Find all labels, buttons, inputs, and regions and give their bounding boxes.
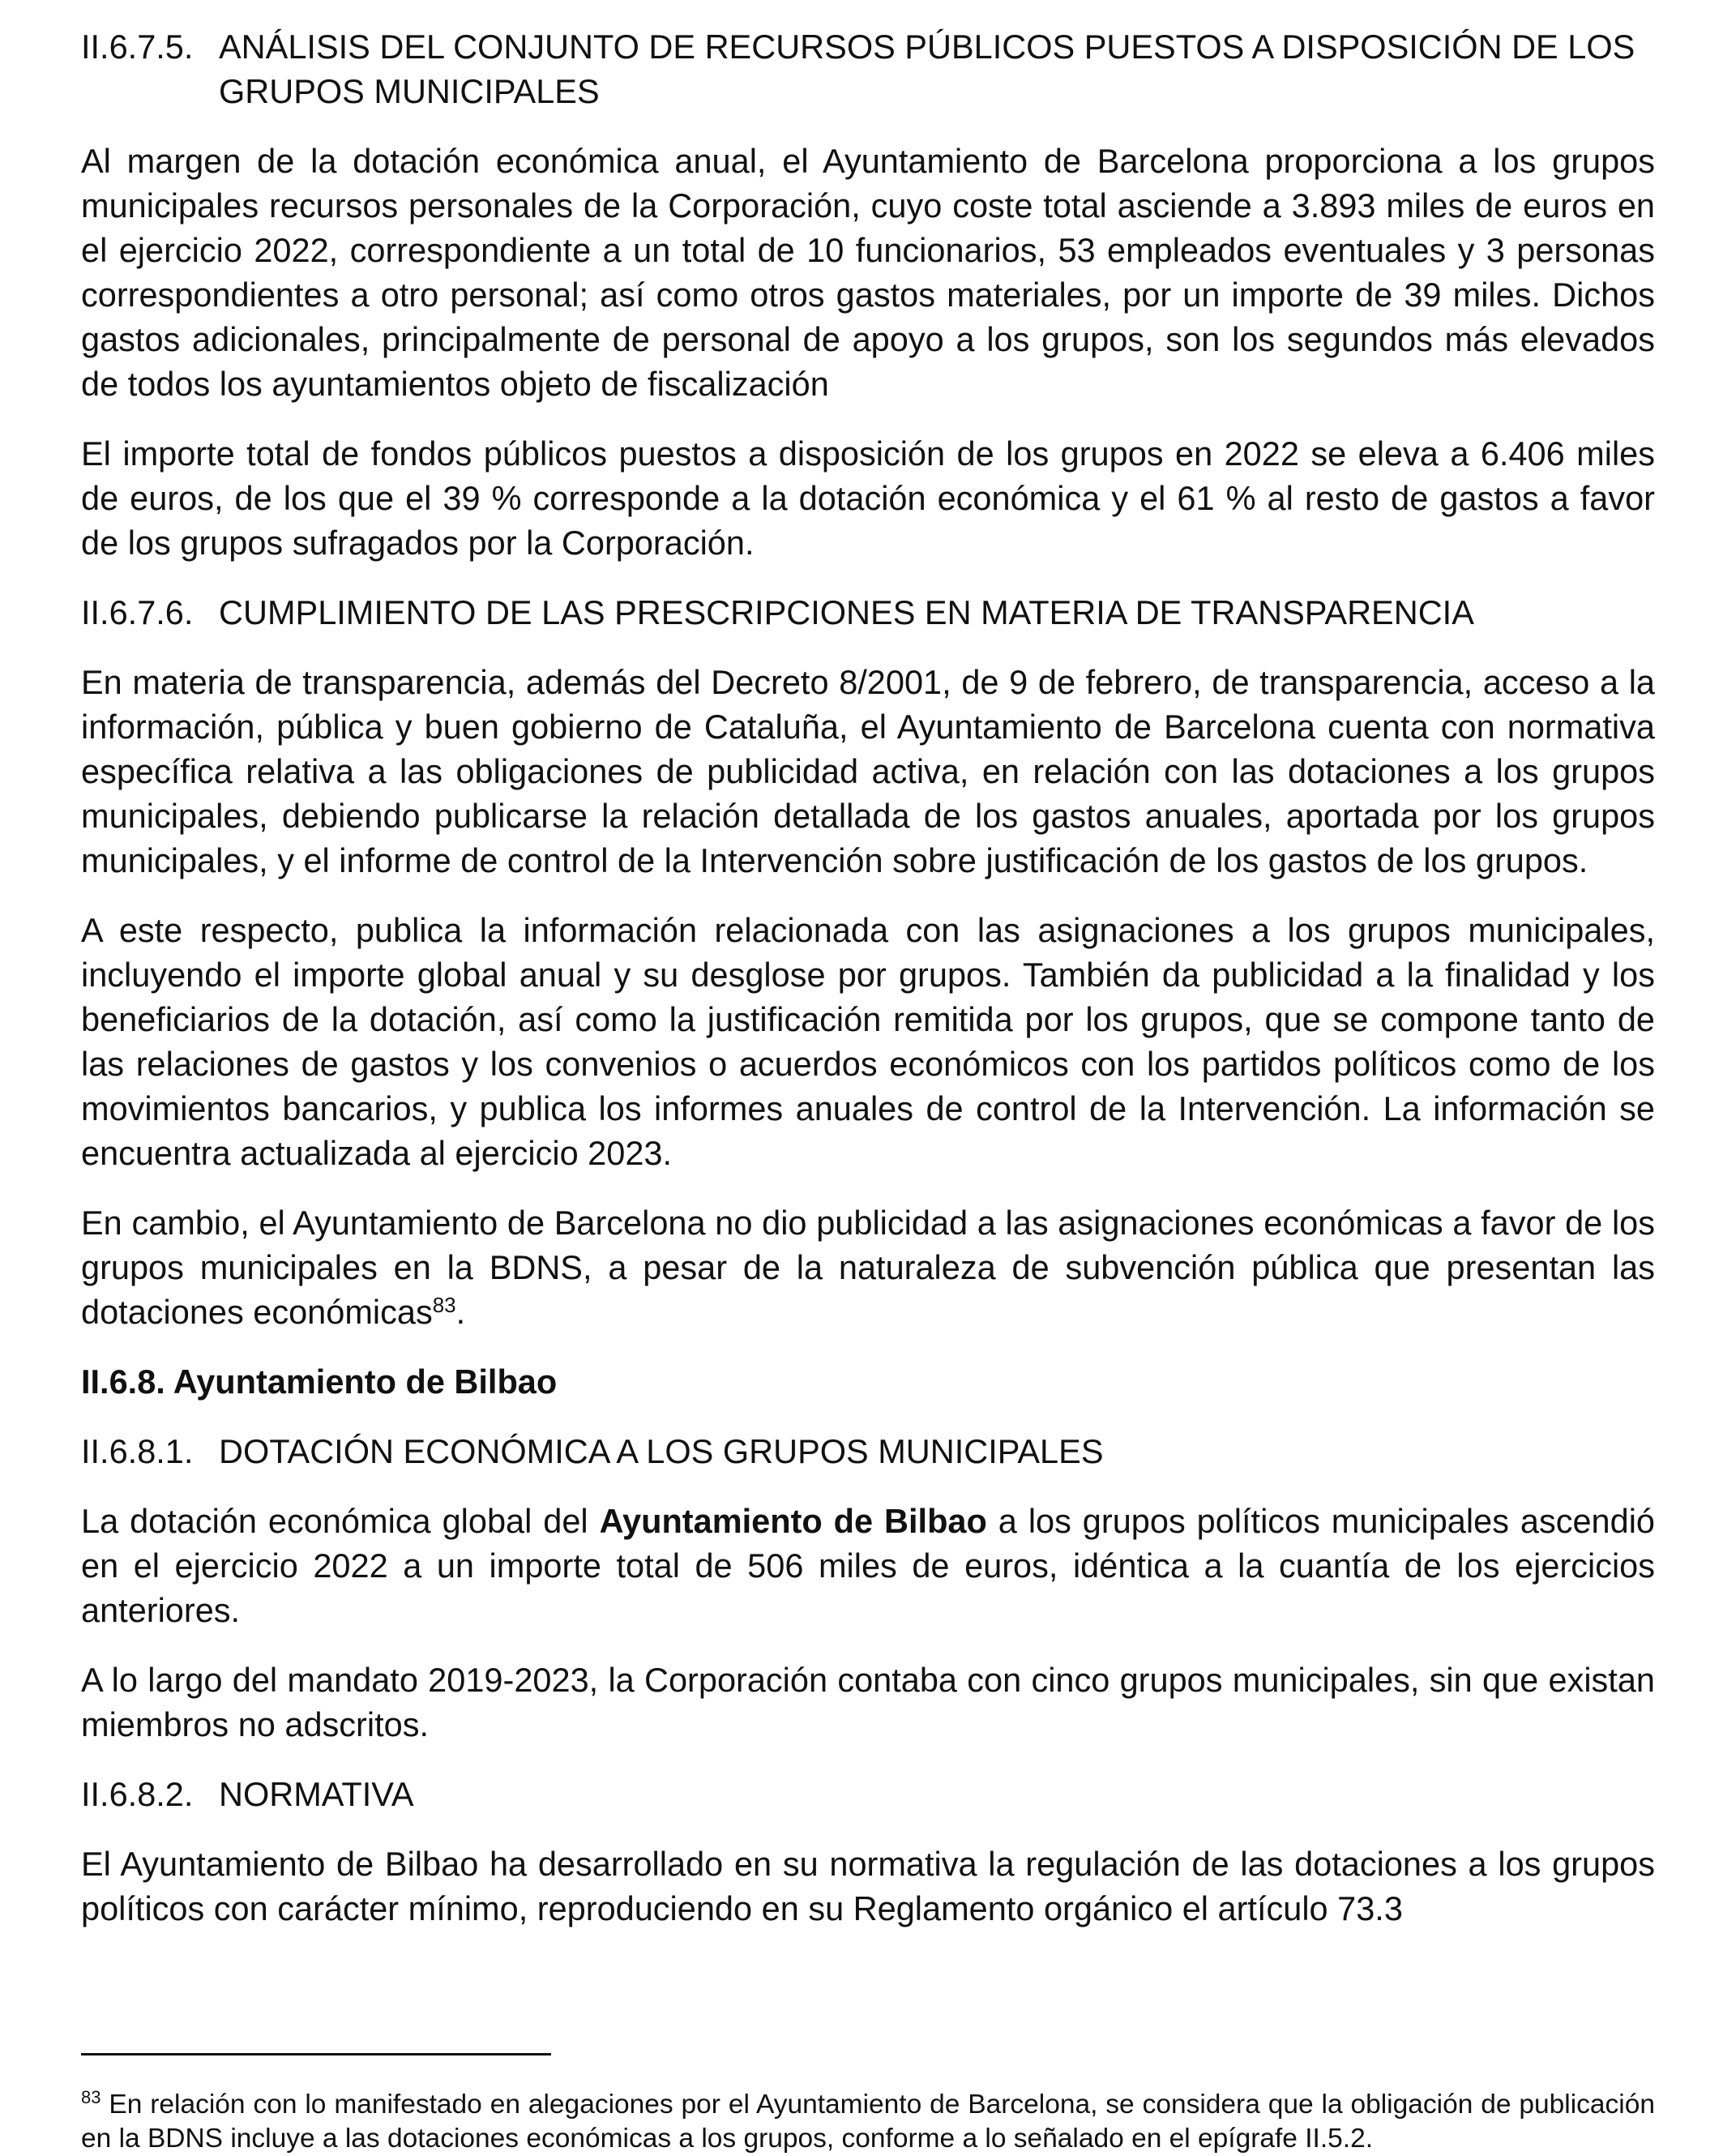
footnote-reference[interactable]: 83 (432, 1293, 456, 1317)
section-heading-ii-6-8-1 (81, 1429, 1655, 1474)
section-heading-ii-6-7-6 (81, 590, 1655, 635)
footnote-number: 83 (81, 2087, 101, 2107)
paragraph: El importe total de fondos públicos puestos a disposición de los grupos en 2022 se eleva a 6.406 miles de euros, de los que el 39 % corresponde a la dotación económica y el 61 % al resto de gastos a favor de los grupos sufragados por la Corporación. (81, 434, 1655, 562)
section-heading-ii-6-7-5 (81, 24, 1655, 113)
footnote-separator (81, 2053, 551, 2055)
paragraph: En materia de transparencia, además del Decreto 8/2001, de 9 de febrero, de transparencia, acceso a la información, pública y buen gobierno de Cataluña, el Ayuntamiento de Barcelona cuenta con normativa específica relativa a las obligaciones de publicidad activa, en relación con las dotaciones a los grupos municipales, debiendo publicarse la relación detallada de los gastos anuales, aportada por los grupos municipales, y el informe de control de la Intervención sobre justificación de los gastos de los grupos. (81, 663, 1655, 879)
section-title: NORMATIVA (219, 1775, 414, 1813)
paragraph-text: La dotación económica global del (81, 1502, 600, 1540)
paragraph: A este respecto, publica la información relacionada con las asignaciones a los grupos municipales, incluyendo el importe global anual y su desglose por grupos. También da publicidad a la finalidad y los beneficiarios de la dotación, así como la justificación remitida por los grupos, que se compone tanto de las relaciones de gastos y los convenios o acuerdos económicos con los partidos políticos como de los movimientos bancarios, y publica los informes anuales de control de la Intervención. La información se encuentra actualizada al ejercicio 2023. (81, 911, 1655, 1172)
paragraph-with-footnote-ref (81, 1200, 1655, 1334)
section-heading-ii-6-8-2 (81, 1772, 1655, 1816)
paragraph-text: a los grupos políticos municipales ascendió en el ejercicio 2022 a un importe total de 506 miles de euros, idéntica a la cuantía de los ejercicios anteriores. (81, 1502, 1655, 1629)
paragraph: A lo largo del mandato 2019-2023, la Corporación contaba con cinco grupos municipales, sin que existan miembros no adscritos. (81, 1661, 1655, 1743)
section-title: II.6.8. Ayuntamiento de Bilbao (81, 1362, 558, 1401)
paragraph-end: . (455, 1293, 466, 1331)
document-page (81, 24, 1655, 1956)
emphasis: Ayuntamiento de Bilbao (599, 1502, 987, 1540)
paragraph: Al margen de la dotación económica anual, el Ayuntamiento de Barcelona proporciona a los grupos municipales recursos personales de la Corporación, cuyo coste total asciende a 3.893 miles de euros en el ejercicio 2022, correspondiente a un total de 10 funcionarios, 53 empleados eventuales y 3 personas correspondientes a otro personal; así como otros gastos materiales, por un importe de 39 miles. Dichos gastos adicionales, principalmente de personal de apoyo a los grupos, son los segundos más elevados de todos los ayuntamientos objeto de fiscalización (81, 142, 1655, 403)
section-number: II.6.8.1. (81, 1432, 194, 1470)
paragraph-text: En cambio, el Ayuntamiento de Barcelona no dio publicidad a las asignaciones económicas a favor de los grupos municipales en la BDNS, a pesar de la naturaleza de subvención pública que presentan las dotaciones económicas (81, 1204, 1655, 1331)
section-title: CUMPLIMIENTO DE LAS PRESCRIPCIONES EN MATERIA DE TRANSPARENCIA (219, 593, 1474, 631)
section-number: II.6.7.6. (81, 593, 194, 631)
footnote (81, 2088, 1655, 2156)
footnote-text: En relación con lo manifestado en alegaciones por el Ayuntamiento de Barcelona, se considera que la obligación de publicación en la BDNS incluye a las dotaciones económicas a los grupos, conforme a lo señalado en el epígrafe II.5.2. (81, 2090, 1655, 2154)
paragraph: El Ayuntamiento de Bilbao ha desarrollado en su normativa la regulación de las dotaciones a los grupos políticos con carácter mínimo, reproduciendo en su Reglamento orgánico el artículo 73.3 (81, 1845, 1655, 1927)
section-number: II.6.8.2. (81, 1775, 194, 1813)
section-title: DOTACIÓN ECONÓMICA A LOS GRUPOS MUNICIPALES (219, 1432, 1104, 1470)
paragraph (81, 1499, 1655, 1632)
section-heading-ii-6-8 (81, 1359, 1655, 1404)
section-number: II.6.7.5. (81, 28, 194, 66)
section-title: ANÁLISIS DEL CONJUNTO DE RECURSOS PÚBLICOS PUESTOS A DISPOSICIÓN DE LOS GRUPOS MUNICIPALES (219, 28, 1635, 110)
